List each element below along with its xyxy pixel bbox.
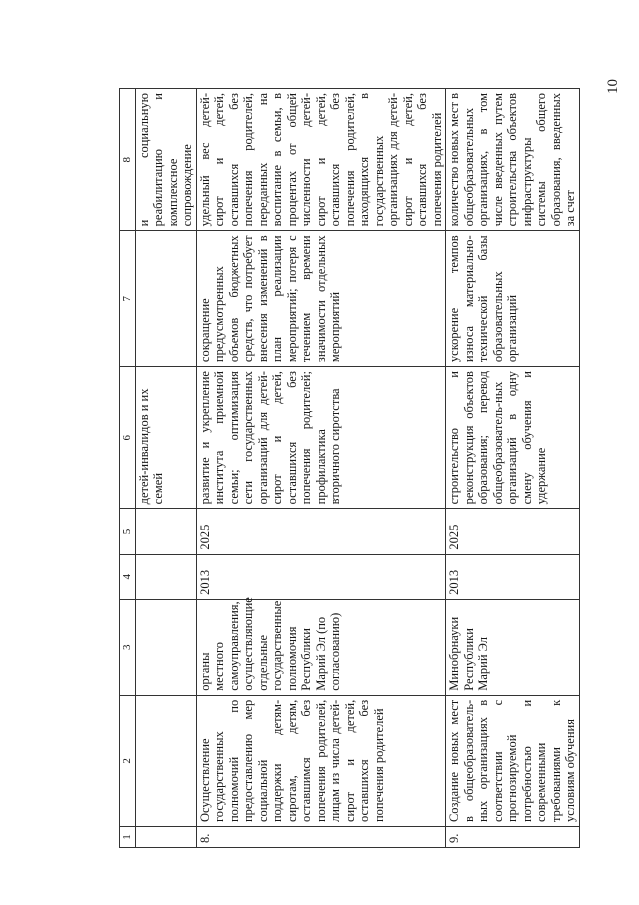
cell-start-year: 2013 <box>446 554 580 599</box>
cell-result: развитие и укрепление института приемной семьи; оптимизация сети государственных организаций для детей-сирот и детей, оставшихся без попечения родителей; профилактика вторичного сиротства <box>196 367 446 509</box>
cell-measure: Осуществление государственных полномочий по предоставлению мер социальной поддержки детям-сиротам, детям, оставшимся без попечения родителей, лицам из числа детей-сирот и детей, оставшихся без попечения родителей <box>196 695 446 826</box>
column-header: 8 <box>120 89 136 231</box>
cell-result: детей-инвалидов и их семей <box>135 367 196 509</box>
cell-indicator: удельный вес детей-сирот и детей, оставшихся без попечения родителей, переданных на воспитание в семьи, в процентах от общей численности детей-сирот и детей, оставшихся без попечения родителей, находящихся в государственных организациях для детей-сирот и детей, оставшихся без попечения родителей <box>196 89 446 231</box>
cell-start-year: 2013 <box>196 554 446 599</box>
column-header: 5 <box>120 509 136 554</box>
cell-number: 9. <box>446 827 580 848</box>
cell-end-year: 2025 <box>446 509 580 554</box>
table-row-continuation <box>135 89 196 848</box>
cell-executor: органы местного самоуправления, осуществляющие отдельные государственные полномочия Республики Марий Эл (по согласованию) <box>196 599 446 695</box>
column-header: 4 <box>120 554 136 599</box>
cell-result: строительство и реконструкция объектов образования; перевод общеобразователь-ных организаций в одну смену обучения и удержание <box>446 367 580 509</box>
cell-measure: Создание новых мест в общеобразователь-ных организациях в соответствии с прогнозируемой потребностью и современными требованиями к условиям обучения <box>446 695 580 826</box>
cell-indicator: и социальную реабилитацию и комплексное сопровождение <box>135 89 196 231</box>
column-header: 7 <box>120 231 136 367</box>
cell-executor: Минобрнауки Республики Марий Эл <box>446 599 580 695</box>
cell-number: 8. <box>196 827 446 848</box>
column-header: 3 <box>120 599 136 695</box>
column-header: 1 <box>120 827 136 848</box>
program-measures-table <box>119 88 580 848</box>
page-number: 10 <box>605 79 621 94</box>
table-header-row <box>120 89 136 848</box>
cell-consequences: сокращение предусмотренных объемов бюджетных средств, что потребует внесения изменений в план реализации мероприятий; потеря с течением времени значимости отдельных мероприятий <box>196 231 446 367</box>
column-header: 6 <box>120 367 136 509</box>
cell-indicator: количество новых мест в общеобразовательных организациях, в том числе введенных путем строительства объектов инфраструктуры системы общего образования, введенных за счет <box>446 89 580 231</box>
table-row <box>446 89 580 848</box>
rotated-table-container <box>119 88 639 848</box>
cell-consequences: ускорение темпов износа материально-технической базы образовательных организаций <box>446 231 580 367</box>
cell-end-year: 2025 <box>196 509 446 554</box>
table-row <box>196 89 446 848</box>
column-header: 2 <box>120 695 136 826</box>
